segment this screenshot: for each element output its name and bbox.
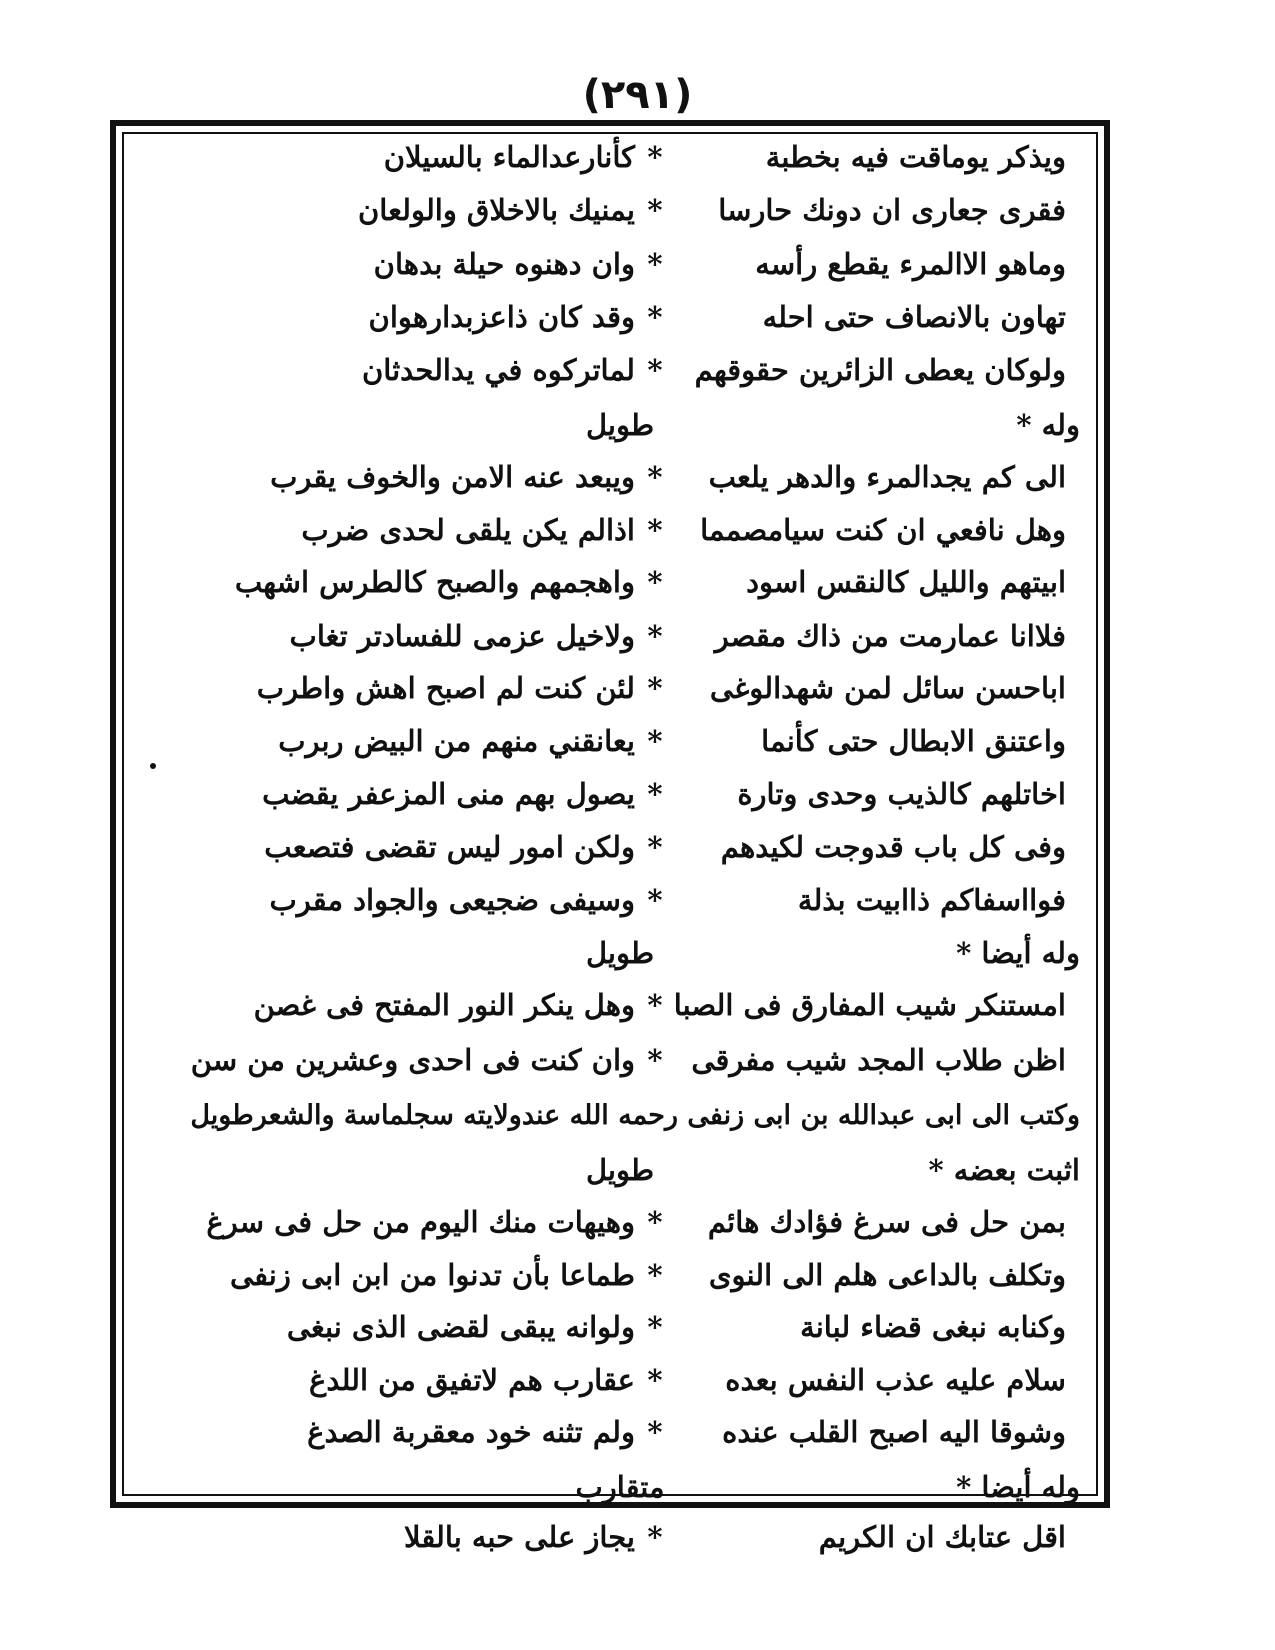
verse-line — [140, 193, 1080, 241]
verse-second-hemistich: وهيهات منك اليوم من حل فى سرغ — [206, 1205, 635, 1239]
verse-line — [140, 460, 1080, 508]
hemistich-separator: * — [647, 140, 663, 174]
hemistich-separator: * — [647, 1520, 663, 1554]
meter-label: متقارب — [575, 1470, 665, 1504]
hemistich-separator: * — [647, 353, 663, 387]
hemistich-separator: * — [647, 300, 663, 334]
poem-heading — [140, 936, 1080, 984]
hemistich-separator: * — [647, 1363, 663, 1397]
heading-intro: اثبت بعضه * — [928, 1153, 1080, 1187]
hemistich-separator: * — [647, 193, 663, 227]
verse-second-hemistich: لماتركوه في يدالحدثان — [361, 353, 635, 387]
hemistich-separator: * — [647, 883, 663, 917]
verse-line — [140, 1258, 1080, 1306]
verse-first-hemistich: امستنكر شيب المفارق فى الصبا — [673, 988, 1066, 1022]
verse-line — [140, 671, 1080, 719]
verse-first-hemistich: سلام عليه عذب النفس بعده — [725, 1363, 1066, 1397]
hemistich-separator: * — [647, 1415, 663, 1449]
verse-first-hemistich: وكنابه نبغى قضاء لبانة — [800, 1310, 1066, 1344]
hemistich-separator: * — [647, 513, 663, 547]
verse-first-hemistich: ولوكان يعطى الزائرين حقوقهم — [694, 353, 1066, 387]
verse-first-hemistich: وماهو الاالمرء يقطع رأسه — [755, 247, 1066, 281]
verse-first-hemistich: وهل نافعي ان كنت سيامصمما — [700, 513, 1066, 547]
hemistich-separator: * — [647, 777, 663, 811]
hemistich-separator: * — [647, 247, 663, 281]
heading-intro: وله أيضا * — [956, 936, 1080, 970]
verse-line — [140, 513, 1080, 561]
verse-first-hemistich: بمن حل فى سرغ فؤادك هائم — [707, 1205, 1066, 1239]
verse-second-hemistich: وسيفى ضجيعى والجواد مقرب — [269, 883, 635, 917]
verse-second-hemistich: اذالم يكن يلقى لحدى ضرب — [301, 513, 635, 547]
verse-first-hemistich: ابيتهم والليل كالنقس اسود — [746, 565, 1066, 599]
verse-line — [140, 1415, 1080, 1463]
verse-second-hemistich: يصول بهم منى المزعفر يقضب — [262, 777, 635, 811]
verse-line — [140, 619, 1080, 667]
hemistich-separator: * — [647, 1043, 663, 1077]
verse-second-hemistich: ولاخيل عزمى للفسادتر تغاب — [289, 619, 635, 653]
verse-first-hemistich: تهاون بالانصاف حتى احله — [762, 300, 1066, 334]
hemistich-separator: * — [647, 988, 663, 1022]
hemistich-separator: * — [647, 460, 663, 494]
meter-label: طويل — [585, 1153, 655, 1187]
verse-line — [140, 830, 1080, 878]
verse-line — [140, 1205, 1080, 1253]
verse-second-hemistich: كأنارعدالماء بالسيلان — [383, 140, 635, 174]
verse-line — [140, 140, 1080, 188]
prose-line — [140, 1100, 1080, 1148]
meter-label: طويل — [585, 936, 655, 970]
verse-first-hemistich: فقرى جعارى ان دونك حارسا — [718, 193, 1066, 227]
verse-first-hemistich: اظن طلاب المجد شيب مفرقى — [691, 1043, 1066, 1077]
verse-first-hemistich: الى كم يجدالمرء والدهر يلعب — [708, 460, 1066, 494]
verse-first-hemistich: واعتنق الابطال حتى كأنما — [761, 724, 1066, 758]
hemistich-separator: * — [647, 619, 663, 653]
hemistich-separator: * — [647, 1258, 663, 1292]
verse-line — [140, 1520, 1080, 1568]
verse-second-hemistich: وان دهنوه حيلة بدهان — [373, 247, 635, 281]
hemistich-separator: * — [647, 724, 663, 758]
hemistich-separator: * — [647, 1205, 663, 1239]
hemistich-separator: * — [647, 1310, 663, 1344]
prose-text: وكتب الى ابى عبدالله بن ابى زنفى رحمه الله عندولايته سجلماسة والشعرطويل — [190, 1100, 1080, 1131]
verse-first-hemistich: فوااسفاكم ذاابيت بذلة — [797, 883, 1066, 917]
verse-second-hemistich: يعانقني منهم من البيض ربرب — [278, 724, 635, 758]
verse-line — [140, 1310, 1080, 1358]
verse-first-hemistich: اباحسن سائل لمن شهدالوغى — [709, 671, 1066, 705]
poem-heading — [140, 1470, 1080, 1518]
verse-second-hemistich: ولم تثنه خود معقربة الصدغ — [307, 1415, 635, 1449]
verse-second-hemistich: وهل ينكر النور المفتح فى غصن — [253, 988, 635, 1022]
verse-second-hemistich: واهجمهم والصبح كالطرس اشهب — [234, 565, 635, 599]
verse-first-hemistich: ويذكر يوماقت فيه بخطبة — [765, 140, 1066, 174]
poem-heading — [140, 408, 1080, 456]
verse-second-hemistich: وقد كان ذاعزبدارهوان — [368, 300, 635, 334]
heading-intro: وله أيضا * — [956, 1470, 1080, 1504]
verse-second-hemistich: لئن كنت لم اصبح اهش واطرب — [256, 671, 635, 705]
verse-line — [140, 247, 1080, 295]
verse-line — [140, 1363, 1080, 1411]
meter-label: طويل — [585, 408, 655, 442]
verse-line — [140, 883, 1080, 931]
verse-first-hemistich: وفى كل باب قدوجت لكيدهم — [720, 830, 1066, 864]
verse-first-hemistich: وتكلف بالداعى هلم الى النوى — [708, 1258, 1066, 1292]
poem-heading — [140, 1153, 1080, 1201]
hemistich-separator: * — [647, 830, 663, 864]
hemistich-separator: * — [647, 565, 663, 599]
verse-line — [140, 565, 1080, 613]
verse-second-hemistich: يجاز على حبه بالقلا — [404, 1520, 635, 1554]
page-number: (٢٩١) — [582, 72, 693, 118]
verse-first-hemistich: فلاانا عمارمت من ذاك مقصر — [714, 619, 1066, 653]
verse-second-hemistich: يمنيك بالاخلاق والولعان — [358, 193, 635, 227]
poem-text-block — [140, 140, 1080, 1554]
verse-first-hemistich: اخاتلهم كالذيب وحدى وتارة — [737, 777, 1066, 811]
verse-line — [140, 1043, 1080, 1091]
verse-line — [140, 777, 1080, 825]
verse-first-hemistich: وشوقا اليه اصبح القلب عنده — [722, 1415, 1066, 1449]
verse-first-hemistich: اقل عتابك ان الكريم — [818, 1520, 1066, 1554]
verse-second-hemistich: ويبعد عنه الامن والخوف يقرب — [270, 460, 635, 494]
verse-line — [140, 353, 1080, 401]
verse-second-hemistich: عقارب هم لاتفيق من اللدغ — [309, 1363, 635, 1397]
heading-intro: وله * — [1016, 408, 1080, 442]
verse-line — [140, 988, 1080, 1036]
verse-second-hemistich: ولوانه يبقى لقضى الذى نبغى — [286, 1310, 635, 1344]
verse-second-hemistich: طماعا بأن تدنوا من ابن ابى زنفى — [229, 1258, 635, 1292]
verse-line — [140, 300, 1080, 348]
verse-second-hemistich: وان كنت فى احدى وعشرين من سن — [190, 1043, 635, 1077]
verse-line — [140, 724, 1080, 772]
verse-second-hemistich: ولكن امور ليس تقضى فتصعب — [264, 830, 635, 864]
hemistich-separator: * — [647, 671, 663, 705]
